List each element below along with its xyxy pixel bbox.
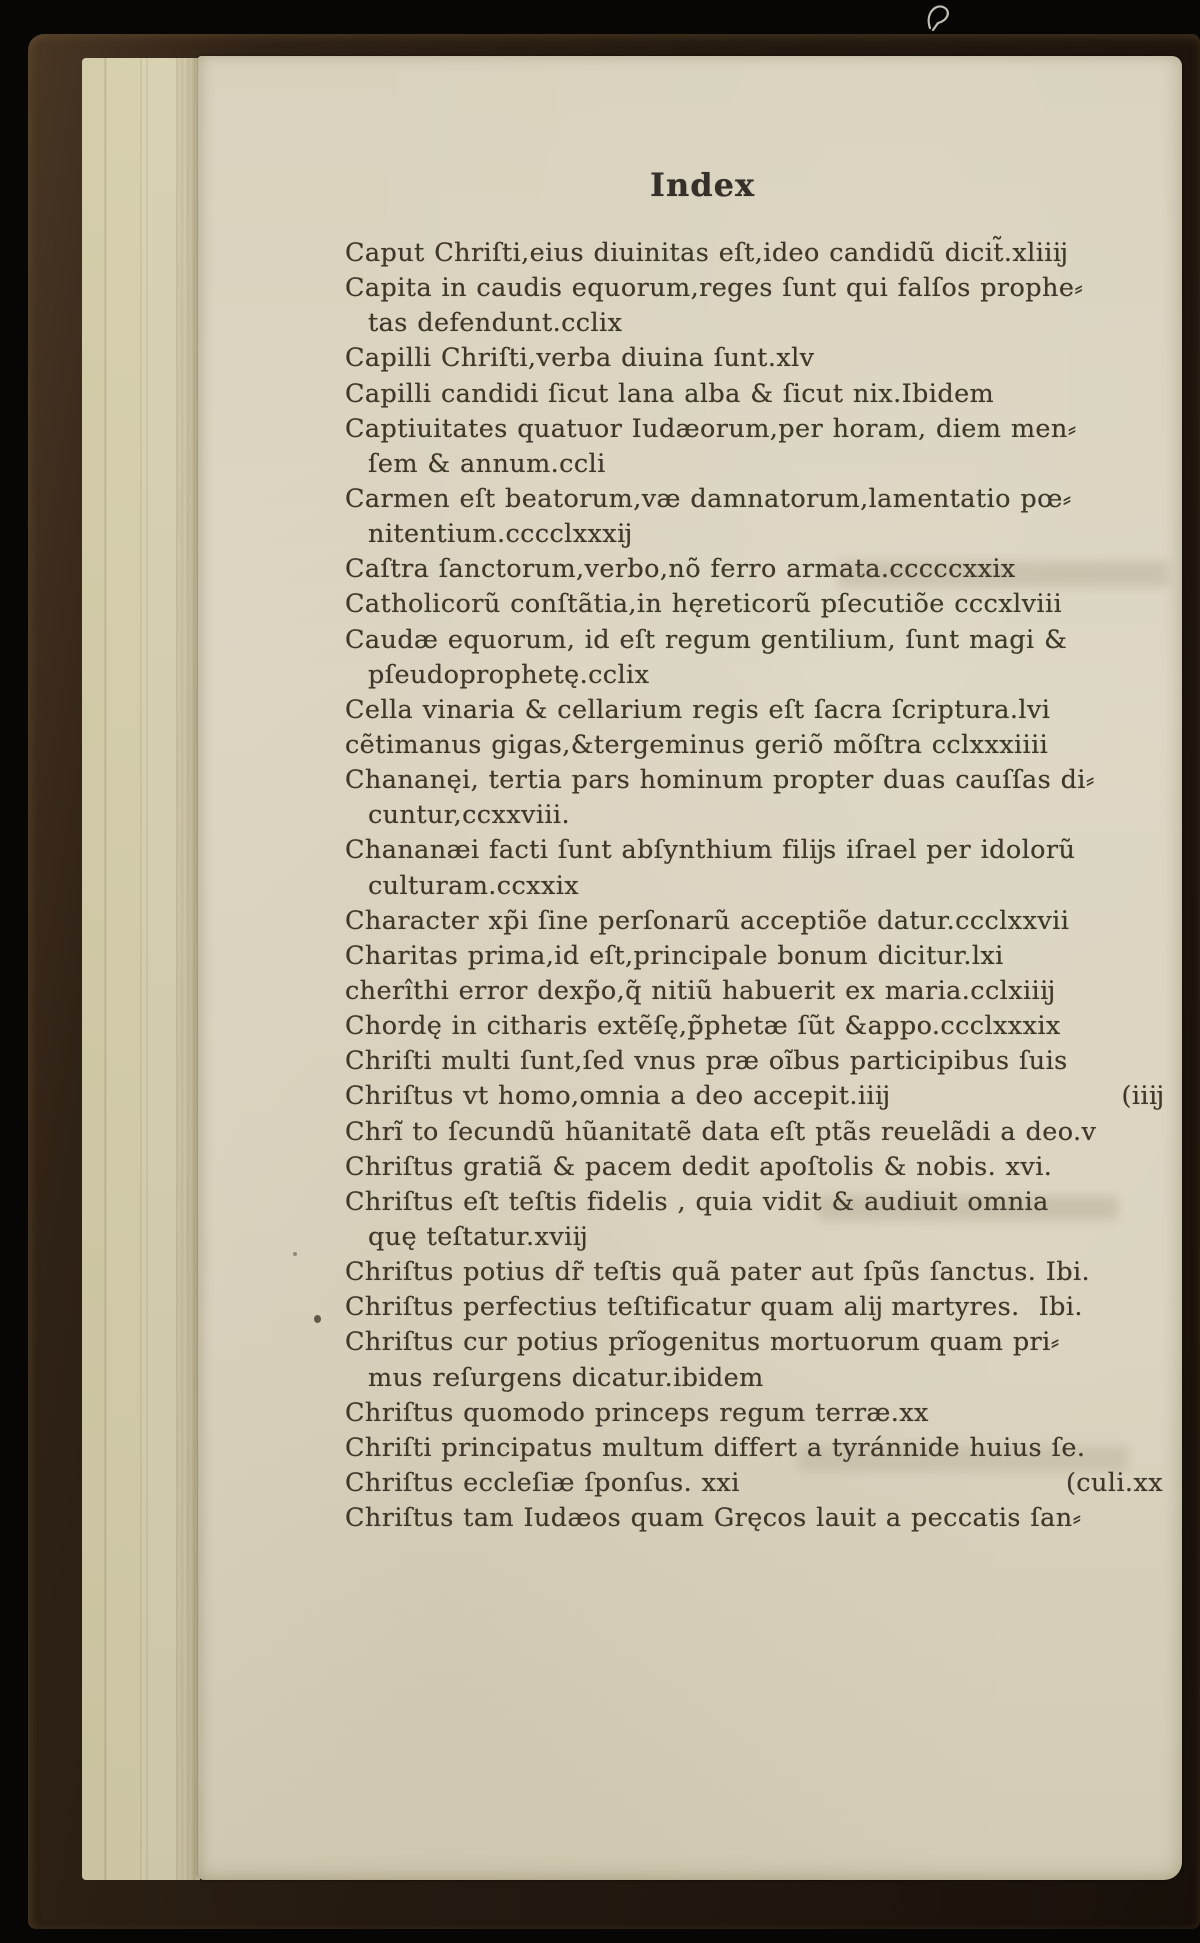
index-line-text: Chriſtus quomodo princeps regum terræ.xx — [345, 1397, 929, 1428]
index-line — [345, 1117, 1163, 1152]
index-line-text: Cella vinaria & cellarium regis eſt ſacra ſcriptura.lvi — [345, 694, 1051, 725]
index-line-text: Chordę in citharis extẽſę,p̃phetæ ſũt &appo.ccclxxxix — [345, 1011, 1061, 1042]
index-line-turnover: (iiĳ — [1121, 1081, 1163, 1112]
index-line-text: Chriſtus eſt teſtis fidelis , quia vidit & audiuit omnia — [345, 1186, 1049, 1217]
index-line-text: Chrĩ to ſecundũ hũanitatẽ data eſt ptãs reuelãdi a deo.v — [345, 1116, 1097, 1147]
index-line-text: Charitas prima,id eſt,principale bonum dicitur.lxi — [345, 940, 1004, 971]
index-line-text: Chriſtus vt homo,omnia a deo accepit.iiĳ — [345, 1081, 889, 1112]
index-line — [345, 273, 1163, 308]
index-line — [345, 800, 1163, 835]
index-line-text: Chriſtus gratiã & pacem dedit apoſtolis & nobis. xvi. — [345, 1151, 1053, 1182]
index-line — [345, 1257, 1163, 1292]
index-line-text: tas defendunt.cclix — [368, 308, 623, 339]
index-line-text: Caudæ equorum, id eſt regum gentilium, ſunt magi & — [345, 624, 1068, 655]
index-line-text: quę teſtatur.xviĳ — [368, 1221, 587, 1252]
index-line-text: Character xp̃i ſine perſonarũ acceptiõe datur.ccclxxvii — [345, 905, 1070, 936]
index-line — [345, 308, 1163, 343]
index-line-text: culturam.ccxxix — [368, 870, 580, 901]
index-line — [345, 1152, 1163, 1187]
margin-ink-mark — [922, 1, 964, 35]
index-line — [345, 871, 1163, 906]
index-line — [345, 343, 1163, 378]
index-line — [345, 554, 1163, 589]
index-line-text: pſeudoprophetę.cclix — [368, 659, 650, 690]
index-line-text: Chriſti principatus multum differt a tyránnide huius ſe. — [345, 1432, 1086, 1463]
index-line-text: Caput Chriſti,eius diuinitas eſt,ideo candidũ dicit̃.xliiĳ — [345, 238, 1067, 268]
index-line — [345, 238, 1163, 273]
page-title: Index — [650, 166, 756, 204]
index-line — [345, 1011, 1163, 1046]
index-line-text: Captiuitates quatuor Iudæorum,per horam, diem men⸗ — [345, 413, 1077, 444]
index-line-text: Chriſtus eccleſiæ ſponſus. xxi — [345, 1467, 740, 1498]
index-line-text: Chananęi, tertia pars hominum propter duas cauſſas di⸗ — [345, 765, 1095, 796]
index-line — [345, 484, 1163, 519]
index-line-text: cẽtimanus gigas,&tergeminus geriõ mõſtra cclxxxiiii — [345, 729, 1049, 760]
index-line-text: Capilli Chriſti,verba diuina ſunt.xlv — [345, 343, 815, 374]
index-line-text: Chriſtus potius dr̃ teſtis quã pater aut ſpũs ſanctus. Ibi. — [345, 1257, 1091, 1288]
index-line — [345, 379, 1163, 414]
index-line-text: nitentium.cccclxxxĳ — [368, 519, 632, 550]
index-text-block — [345, 238, 1163, 1538]
index-line-text: Chriſti multi ſunt,ſed vnus præ oĩbus participibus ſuis — [345, 1046, 1068, 1077]
index-line-text: ſem & annum.ccli — [368, 448, 606, 479]
index-line-text: Chananæi facti ſunt abſynthium filĳs iſrael per idolorũ — [345, 835, 1076, 866]
index-line-text: cherîthi error dexp̃o,q̃ nitiũ habuerit ex maria.cclxiiĳ — [345, 975, 1055, 1006]
index-line — [345, 414, 1163, 449]
index-line — [345, 1292, 1163, 1327]
paper-speck — [314, 1315, 321, 1323]
index-line-text: mus reſurgens dicatur.ibidem — [368, 1362, 764, 1393]
index-line — [345, 1468, 1163, 1503]
book-page — [198, 56, 1182, 1880]
index-line-text: Chriſtus cur potius prĩogenitus mortuorum quam pri⸗ — [345, 1327, 1060, 1358]
index-line — [345, 1222, 1163, 1257]
index-line — [345, 1433, 1163, 1468]
index-line-text: Capita in caudis equorum,reges ſunt qui falſos prophe⸗ — [345, 273, 1084, 304]
paper-speck — [293, 1252, 297, 1256]
index-line — [345, 765, 1163, 800]
index-line — [345, 976, 1163, 1011]
index-line — [345, 1398, 1163, 1433]
index-line — [345, 660, 1163, 695]
index-line — [345, 1363, 1163, 1398]
index-line — [345, 449, 1163, 484]
index-line-text: Chriſtus tam Iudæos quam Gręcos lauit a peccatis ſan⸗ — [345, 1503, 1082, 1534]
index-line — [345, 941, 1163, 976]
index-line-text: Capilli candidi ſicut lana alba & ſicut nix.Ibidem — [345, 378, 995, 409]
index-line — [345, 1187, 1163, 1222]
index-line — [345, 589, 1163, 624]
index-line — [345, 1081, 1163, 1116]
index-line — [345, 1503, 1163, 1538]
index-line — [345, 730, 1163, 765]
page-stack-edges — [82, 58, 200, 1880]
index-line-text: Carmen eſt beatorum,væ damnatorum,lamentatio pœ⸗ — [345, 483, 1072, 514]
index-line-text: Chriſtus perfectius teſtificatur quam alĳ martyres. Ibi. — [345, 1292, 1083, 1323]
index-line-text: Caſtra ſanctorum,verbo,nõ ferro armata.cccccxxix — [345, 554, 1016, 585]
index-line — [345, 906, 1163, 941]
index-line — [345, 695, 1163, 730]
index-line-turnover: (culi.xx — [1065, 1467, 1163, 1498]
index-line — [345, 519, 1163, 554]
index-line — [345, 1046, 1163, 1081]
index-line — [345, 1327, 1163, 1362]
index-line — [345, 835, 1163, 870]
index-line — [345, 625, 1163, 660]
index-line-text: cuntur,ccxxviii. — [368, 800, 570, 831]
index-line-text: Catholicorũ conſtãtia,in hęreticorũ pſecutiõe cccxlviii — [345, 589, 1063, 620]
